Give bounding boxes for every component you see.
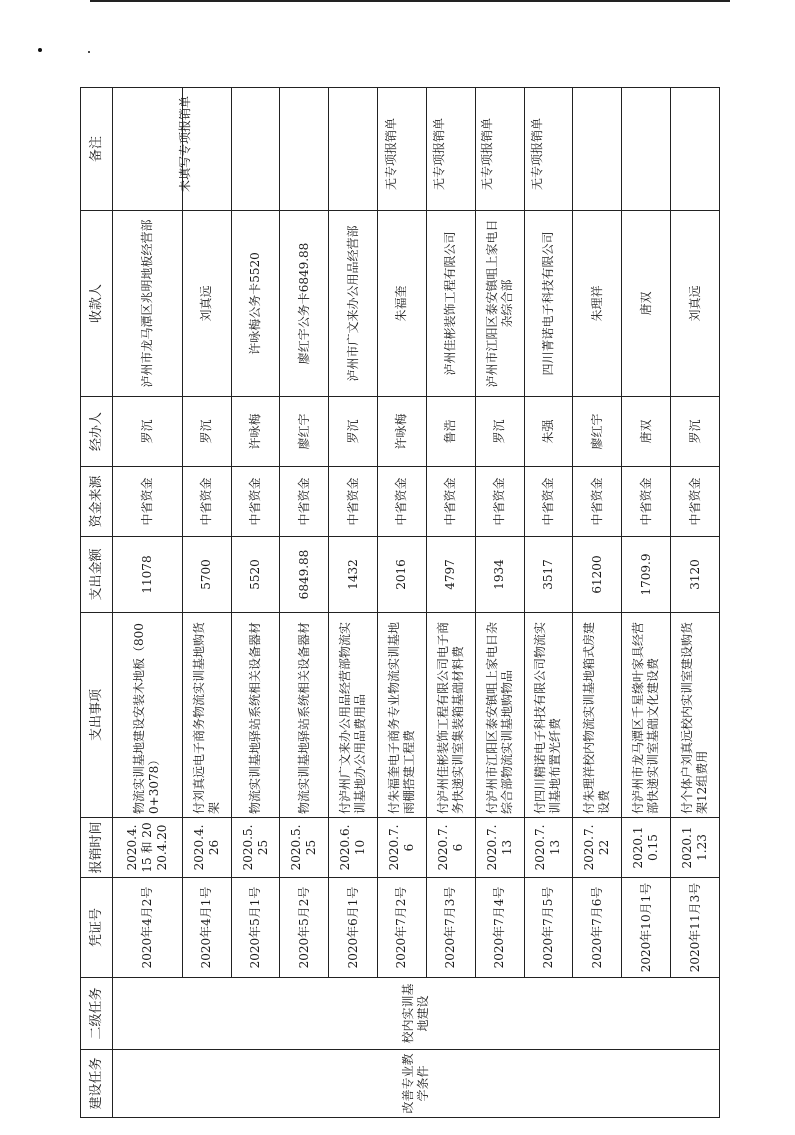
item-cell: 付泸州佳彬装饰工程有限公司电子商务快递实训室集装箱基础材料费: [426, 613, 475, 818]
table-row: [622, 88, 671, 1118]
item-cell: 付泸州市江阳区泰安镇咀上家电日杂综合部物流实训基地购物品: [475, 613, 524, 818]
table-row: [113, 88, 183, 1118]
amount-cell: 5700: [182, 537, 231, 613]
header-build-task: 建设任务: [81, 1050, 113, 1118]
handler-cell: 朱强: [524, 397, 573, 467]
payee-cell: 许咏梅公务卡5520: [231, 211, 280, 397]
source-cell: 中省资金: [182, 467, 231, 537]
table-row: [475, 88, 524, 1118]
scan-speck: [38, 48, 42, 52]
remark-cell: [231, 88, 280, 211]
time-cell: 2020.4.26: [182, 818, 231, 878]
margin-note: 无专项报销单: [530, 117, 544, 190]
header-row: [81, 88, 113, 1118]
time-cell: 2020.6.10: [329, 818, 378, 878]
margin-note: 无专项报销单: [384, 117, 398, 190]
header-handler: 经办人: [81, 397, 113, 467]
handler-cell: 罗沉: [475, 397, 524, 467]
amount-cell: 11078: [113, 537, 183, 613]
table-row: [182, 88, 231, 1118]
handler-cell: 罗沉: [113, 397, 183, 467]
source-cell: 中省资金: [622, 467, 671, 537]
time-cell: 2020.10.15: [622, 818, 671, 878]
payee-cell: 泸州市江阳区泰安镇咀上家电日杂综合部: [475, 211, 524, 397]
time-cell: 2020.5.25: [231, 818, 280, 878]
header-remark: 备注: [81, 88, 113, 211]
source-cell: 中省资金: [573, 467, 622, 537]
source-cell: 中省资金: [280, 467, 329, 537]
handler-cell: 鲁浩: [426, 397, 475, 467]
amount-cell: 61200: [573, 537, 622, 613]
voucher-cell: 2020年7月6号: [573, 878, 622, 978]
payee-cell: 泸州佳彬装饰工程有限公司: [426, 211, 475, 397]
item-cell: 物流实训基地建设安装木地板（8000+3078）: [113, 613, 183, 818]
scan-speck: [88, 51, 90, 53]
expense-table: [80, 87, 720, 1118]
item-cell: 物流实训基地驿站系统相关设备器材: [280, 613, 329, 818]
remark-cell: [671, 88, 720, 211]
handler-cell: 罗沉: [182, 397, 231, 467]
payee-cell: 泸州市龙马潭区兆明地板经营部: [113, 211, 183, 397]
time-cell: 2020.7.13: [524, 818, 573, 878]
table-row: [524, 88, 573, 1118]
top-scan-line: [90, 0, 730, 2]
table-row: [573, 88, 622, 1118]
table-row: [426, 88, 475, 1118]
source-cell: 中省资金: [329, 467, 378, 537]
payee-cell: 唐双: [622, 211, 671, 397]
item-cell: 付朱福奎电子商务专业物流实训基地雨棚搭建工程费: [378, 613, 427, 818]
voucher-cell: 2020年4月2号: [113, 878, 183, 978]
voucher-cell: 2020年11月3号: [671, 878, 720, 978]
sub-task-cell: 校内实训基地建设: [113, 978, 720, 1050]
time-cell: 2020.5.25: [280, 818, 329, 878]
remark-cell: [622, 88, 671, 211]
payee-cell: 刘真远: [182, 211, 231, 397]
payee-cell: 四川菁诺电子科技有限公司: [524, 211, 573, 397]
amount-cell: 4797: [426, 537, 475, 613]
table-row: [280, 88, 329, 1118]
table-row: [378, 88, 427, 1118]
time-cell: 2020.11.23: [671, 818, 720, 878]
header-item: 支出事项: [81, 613, 113, 818]
voucher-cell: 2020年5月1号: [231, 878, 280, 978]
remark-cell: [113, 88, 183, 211]
amount-cell: 3120: [671, 537, 720, 613]
item-cell: 付泸州广文来办公用品经营部物流实训基地办公用品费用品: [329, 613, 378, 818]
amount-cell: 6849.88: [280, 537, 329, 613]
item-cell: 付泸州市龙马潭区千星缘叶家具经营部快递实训室基础文化建设费: [622, 613, 671, 818]
source-cell: 中省资金: [475, 467, 524, 537]
time-cell: 2020.7.13: [475, 818, 524, 878]
item-cell: 付四川精诺电子科技有限公司物流实训基地布置光纤费: [524, 613, 573, 818]
amount-cell: 2016: [378, 537, 427, 613]
voucher-cell: 2020年5月2号: [280, 878, 329, 978]
time-cell: 2020.7.6: [426, 818, 475, 878]
voucher-cell: 2020年10月1号: [622, 878, 671, 978]
source-cell: 中省资金: [113, 467, 183, 537]
voucher-cell: 2020年7月4号: [475, 878, 524, 978]
source-cell: 中省资金: [426, 467, 475, 537]
rotated-table-stage: [80, 88, 720, 1118]
amount-cell: 1709.9: [622, 537, 671, 613]
source-cell: 中省资金: [378, 467, 427, 537]
source-cell: 中省资金: [231, 467, 280, 537]
header-time: 报销时间: [81, 818, 113, 878]
amount-cell: 3517: [524, 537, 573, 613]
table-body: [113, 88, 720, 1118]
payee-cell: 泸州市广文来办公用品经营部: [329, 211, 378, 397]
handler-cell: 唐双: [622, 397, 671, 467]
table-row: [231, 88, 280, 1118]
header-amount: 支出金额: [81, 537, 113, 613]
table-row: [671, 88, 720, 1118]
handler-cell: 许咏梅: [231, 397, 280, 467]
remark-cell: [329, 88, 378, 211]
voucher-cell: 2020年7月2号: [378, 878, 427, 978]
handler-cell: 罗沉: [671, 397, 720, 467]
build-task-cell: 改善专业教学条件: [113, 1050, 720, 1118]
amount-cell: 1934: [475, 537, 524, 613]
payee-cell: 朱福奎: [378, 211, 427, 397]
handler-cell: 廖红宇: [280, 397, 329, 467]
handler-cell: 罗沉: [329, 397, 378, 467]
source-cell: 中省资金: [671, 467, 720, 537]
item-cell: 付个体户刘真远校内实训室建设购货架12组费用: [671, 613, 720, 818]
handler-cell: 廖红宇: [573, 397, 622, 467]
header-sub-task: 二级任务: [81, 978, 113, 1050]
item-cell: 物流实训基地驿站系统相关设备器材: [231, 613, 280, 818]
remark-cell: [280, 88, 329, 211]
time-cell: 2020.4.15 和 2020.4.20: [113, 818, 183, 878]
margin-note: 未填写专项报销单: [178, 95, 192, 192]
margin-note: 无专项报销单: [432, 117, 446, 190]
payee-cell: 廖红宇公务卡6849.88: [280, 211, 329, 397]
margin-note: 无专项报销单: [480, 117, 494, 190]
time-cell: 2020.7.6: [378, 818, 427, 878]
amount-cell: 5520: [231, 537, 280, 613]
header-payee: 收款人: [81, 211, 113, 397]
table-row: [329, 88, 378, 1118]
item-cell: 付朱理祥校内物流实训基地箱式房建设费: [573, 613, 622, 818]
item-cell: 付刘真远电子商务物流实训基地购货架: [182, 613, 231, 818]
time-cell: 2020.7.22: [573, 818, 622, 878]
header-voucher: 凭证号: [81, 878, 113, 978]
remark-cell: [573, 88, 622, 211]
voucher-cell: 2020年4月1号: [182, 878, 231, 978]
amount-cell: 1432: [329, 537, 378, 613]
payee-cell: 朱理祥: [573, 211, 622, 397]
source-cell: 中省资金: [524, 467, 573, 537]
payee-cell: 刘真远: [671, 211, 720, 397]
voucher-cell: 2020年6月1号: [329, 878, 378, 978]
voucher-cell: 2020年7月3号: [426, 878, 475, 978]
header-source: 资金来源: [81, 467, 113, 537]
voucher-cell: 2020年7月5号: [524, 878, 573, 978]
handler-cell: 许咏梅: [378, 397, 427, 467]
